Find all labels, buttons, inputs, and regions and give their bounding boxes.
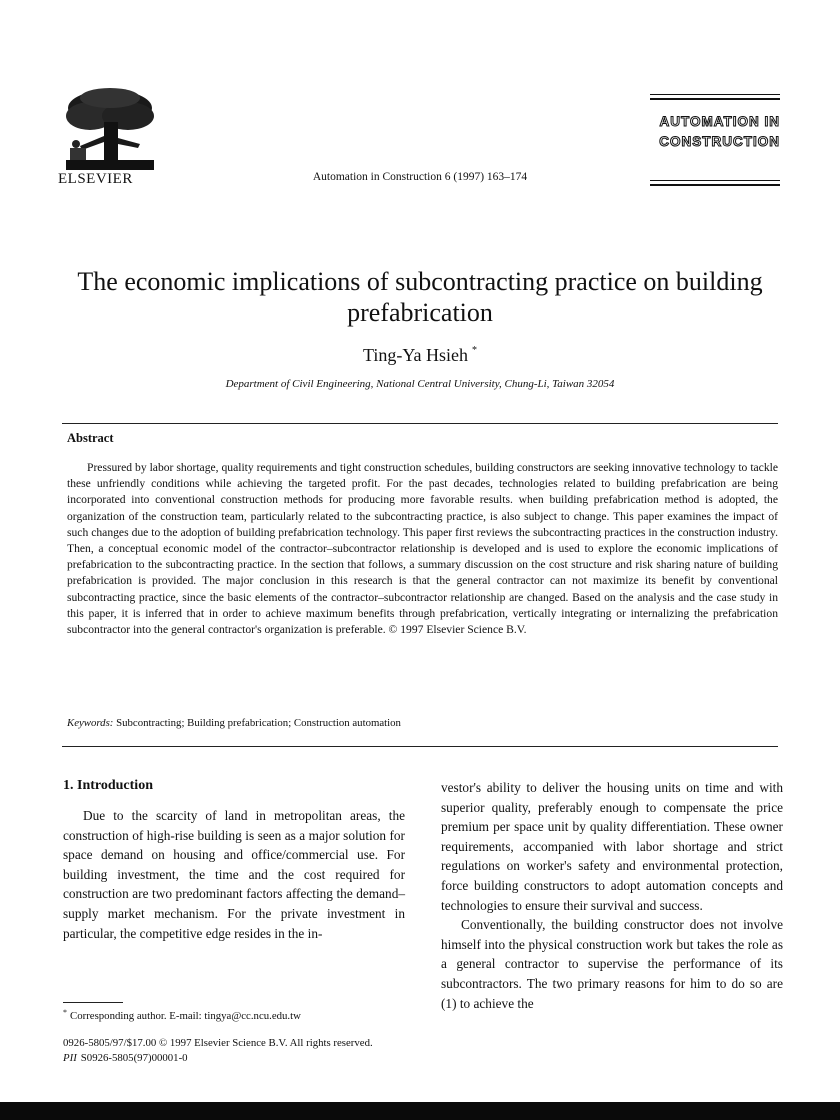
copyright-line: 0926-5805/97/$17.00 © 1997 Elsevier Science B.V. All rights reserved.	[63, 1037, 373, 1049]
article-title: The economic implications of subcontracting practice on building prefabrication	[77, 267, 763, 327]
brand-rule	[650, 184, 780, 186]
footnote	[63, 1008, 301, 1022]
keywords-label: Keywords:	[67, 717, 114, 729]
pii-value: S0926-5805(97)00001-0	[80, 1052, 188, 1064]
left-column	[63, 776, 405, 943]
divider	[62, 746, 778, 747]
paragraph: Conventionally, the building constructor does not involve himself into the physical construction work but takes the role as a general contractor to supervise the performance of its subcontractors. The two primary reasons for him to do so are (1) to achieve the	[441, 917, 783, 1011]
paragraph: vestor's ability to deliver the housing units on time and with superior quality, preferably enough to compensate the price premium per space unit by quality differentiation. These owner requirements, accompanied with labor shortage and strict regulations on worker's safety and environmental protection, force building constructors to adopt automation concepts and technologies to ensure their survival and success.	[441, 780, 783, 913]
footnote-mark: *	[63, 1008, 67, 1017]
copyright-block	[63, 1036, 373, 1066]
author-affiliation: Department of Civil Engineering, National Central University, Chung-Li, Taiwan 32054	[225, 378, 615, 390]
abstract-heading: Abstract	[67, 431, 114, 445]
tree-icon	[60, 86, 160, 172]
author-name: Ting-Ya Hsieh	[362, 345, 469, 365]
author-line	[0, 345, 840, 366]
publisher-name: ELSEVIER	[58, 171, 133, 187]
brand-text-line-2: CONSTRUCTION	[659, 134, 780, 149]
footnote-text: Corresponding author. E-mail: tingya@cc.ncu.edu.tw	[70, 1010, 301, 1022]
pii-line	[63, 1051, 373, 1066]
journal-citation: Automation in Construction 6 (1997) 163–174	[312, 171, 528, 183]
abstract-body: Pressured by labor shortage, quality requirements and tight construction schedules, building constructors are seeking innovative technology to tackle these unfriendly conditions while achieving the targeted profit. For the past decades, technologies related to building prefabrication are being incorporated into conventional construction methods for producing more favorable results. when building prefabrication method is adopted, the organization of the construction team, particularly related to the subcontracting practice, is also subject to change. This paper examines the impact of such changes due to the adoption of building prefabrication technology. This paper first reviews the subcontracting practices in the construction industry. Then, a conceptual economic model of the contractor–subcontractor relationship is developed and is used to explore the economic implications of prefabrication to the subcontracting practice. In the section that follows, a summary discussion on the cost structure and risk sharing nature of building prefabrication is provided. The major conclusion in this research is that the general contractor can not maximize its benefit by conventional subcontracting practice, since the basic elements of the contractor–subcontractor relationship are changed. Based on the analysis and the case study in this paper, it is inferred that in order to achieve maximum benefits through prefabrication, vertically integrating or internalizing the prefabrication subcontractor into the general contractor's organization is preferable. © 1997 Elsevier Science B.V.	[67, 461, 778, 637]
author-footnote-mark: *	[472, 345, 478, 356]
footnote-rule	[63, 1002, 123, 1003]
brand-text-line-1: AUTOMATION IN	[659, 114, 780, 129]
scan-border	[0, 1102, 840, 1120]
paragraph: Due to the scarcity of land in metropolitan areas, the construction of high-rise building is seen as a major solution for space demand on housing and office/commercial use. For building investment, the time and the cost required for construction are two predominant factors affecting the demand–supply market mechanism. For the private investment in particular, the competitive edge resides in the in-	[63, 808, 405, 941]
divider	[62, 423, 778, 424]
brand-rule	[650, 94, 780, 95]
right-column	[441, 778, 783, 1013]
keywords-line	[67, 717, 778, 729]
keywords-list: Subcontracting; Building prefabrication; Construction automation	[116, 717, 401, 729]
journal-brand-logo	[650, 88, 780, 188]
section-heading-introduction: 1. Introduction	[63, 778, 153, 793]
brand-rule	[650, 180, 780, 181]
brand-rule	[650, 98, 780, 100]
pii-label: PII	[63, 1052, 77, 1064]
